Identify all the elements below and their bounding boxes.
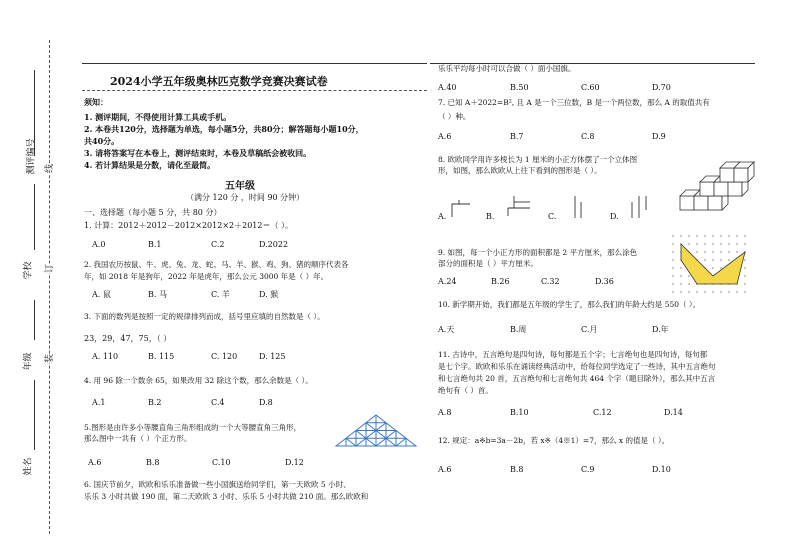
q11-text: 绝句有（ ）首。 [438, 386, 493, 395]
grid-dot [680, 283, 682, 285]
q2-option-b[interactable]: B. 马 [148, 290, 167, 299]
q11-text: 是七个字。欧欧和乐乐在诵读经典活动中，给每位同学选定了一些诗，其中五言绝句 [438, 362, 716, 371]
grid-dot [704, 259, 706, 261]
grid-dot [680, 291, 682, 293]
dot-grid-figure [673, 236, 751, 292]
grid-dot [736, 291, 738, 293]
q2-option-d[interactable]: D. 猴 [259, 290, 279, 299]
header-rule [82, 63, 427, 64]
binding-dashed-line [49, 40, 50, 534]
q8-option-c[interactable]: C. [548, 212, 557, 221]
q12-option-b[interactable]: B.8 [510, 465, 524, 474]
q9-option-a[interactable]: A.24 [438, 277, 457, 286]
section-subtitle: （满分 120 分 ，时间 90 分钟） [186, 193, 305, 202]
grid-dot [704, 251, 706, 253]
grid-dot [688, 243, 690, 245]
grid-dot [672, 291, 674, 293]
q8-text: 形，如图，那么欧欧从上往下看到的图形是（ ）。 [438, 166, 602, 175]
q5-option-a[interactable]: A.6 [88, 458, 102, 467]
grid-dot [712, 267, 714, 269]
grid-dot [712, 235, 714, 237]
q9-option-c[interactable]: C.32 [541, 277, 560, 286]
grid-dot [672, 275, 674, 277]
cube-stack-figure [678, 156, 764, 216]
note-item: 1. 测评期间，不得使用计算工具或手机。 [84, 112, 232, 122]
q6-option-d[interactable]: D.70 [652, 83, 671, 92]
grid-dot [744, 259, 746, 261]
grid-dot [736, 251, 738, 253]
q12-option-d[interactable]: D.10 [652, 465, 671, 474]
q3-sequence: 23，29，47，75，（ ） [84, 334, 172, 343]
q8-option-b-figure [506, 194, 532, 218]
grid-dot [744, 267, 746, 269]
q1-option-a[interactable]: A.0 [92, 240, 106, 249]
binding-zhuang-char: 装 [42, 354, 55, 363]
q9-option-b[interactable]: B.26 [491, 277, 510, 286]
grid-dot [736, 243, 738, 245]
grid-dot [704, 291, 706, 293]
grid-dot [672, 235, 674, 237]
q2-option-a[interactable]: A. 鼠 [92, 290, 111, 299]
q4-option-b[interactable]: B.2 [148, 398, 162, 407]
binding-ding-char: 订 [42, 264, 55, 273]
q6-continued-text: 乐乐平均每小时可以合做（ ）面小国旗。 [438, 64, 576, 73]
grid-dot [704, 243, 706, 245]
grid-dot [704, 235, 706, 237]
page-title: 2024小学五年级奥林匹克数学竞赛决赛试卷 [110, 75, 328, 88]
q3-option-c[interactable]: C. 120 [211, 352, 238, 361]
q8-option-a-figure [450, 198, 472, 218]
grid-dot [696, 291, 698, 293]
grid-dot [688, 275, 690, 277]
grid-dot [720, 267, 722, 269]
q3-option-a[interactable]: A. 110 [92, 352, 119, 361]
exam-number-underline [34, 70, 35, 156]
q8-option-a[interactable]: A. [438, 212, 447, 221]
note-item: 4. 若计算结果是分数，请化至最简。 [84, 160, 216, 170]
notes-heading: 须知： [84, 97, 108, 107]
q11-text: 11. 古诗中，五言绝句是四句诗，每句都是五个字；七言绝句也是四句诗，每句都 [438, 350, 708, 359]
q11-option-a[interactable]: A.8 [438, 408, 452, 417]
note-item: 3. 请将答案写在本卷上，测评结束时，本卷及草稿纸会被收回。 [84, 148, 312, 158]
triangle-grid-figure [336, 415, 416, 447]
q9-text: 部分的面积是（ ）平方厘米。 [438, 259, 538, 268]
note-item: 2. 本卷共120分，选择题为单选，每小题5分，共80分；解答题每小题10分， [84, 124, 364, 134]
q2-text: 年，如 2018 年是狗年，2022 年是虎年，那么公元 3000 年是（ ）年。 [84, 272, 329, 281]
section-title: 五年级 [225, 181, 255, 192]
q8-text: 8. 欧欧同学用许多棱长为 1 厘米的小正方体摆了一个立体图 [438, 155, 638, 164]
grid-dot [736, 235, 738, 237]
q5-text: 那么图中一共有（ ）个正方形。 [84, 434, 192, 443]
grid-dot [744, 235, 746, 237]
q8-option-d-figure [630, 194, 648, 220]
q6-text: 6. 国庆节前夕，欧欧和乐乐准备做一些小国旗送给同学们，第一天欧欧 5 小时、 [84, 480, 351, 489]
grid-dot [712, 259, 714, 261]
q12-option-a[interactable]: A.6 [438, 465, 452, 474]
q12-option-c[interactable]: C.9 [581, 465, 595, 474]
q11-option-c[interactable]: C.12 [593, 408, 612, 417]
grade-underline [34, 300, 35, 340]
q4-option-d[interactable]: D.8 [259, 398, 273, 407]
q2-option-c[interactable]: C. 羊 [211, 290, 230, 299]
q3-option-b[interactable]: B. 115 [148, 352, 175, 361]
grid-dot [720, 251, 722, 253]
grid-dot [688, 291, 690, 293]
q4-option-a[interactable]: A.1 [92, 398, 106, 407]
q10-text: 10. 新学期开始，我们都是五年级的学生了，那么我们的年龄大约是 550（ ）。 [438, 300, 701, 309]
q8-option-c-figure [572, 194, 584, 220]
grade-label: 年级 [23, 352, 34, 371]
grid-dot [744, 283, 746, 285]
grid-dot [680, 275, 682, 277]
q10-option-d[interactable]: D.年 [652, 325, 669, 334]
grid-dot [696, 235, 698, 237]
q10-option-a[interactable]: A.天 [438, 325, 455, 334]
q5-option-c[interactable]: C.10 [212, 458, 231, 467]
q6-text: 乐乐 3 小时共做 190 面，第二天欧欧 3 小时、乐乐 5 小时共做 210 面。那么欧欧和 [84, 492, 369, 501]
q6-option-a[interactable]: A.40 [438, 83, 457, 92]
q12-text: 12. 规定：a※b=3a－2b，若 x※（4※1）=7，那么 x 的值是（ ）。 [438, 436, 670, 445]
title-dashed-rule [82, 90, 427, 91]
name-underline [34, 380, 35, 450]
grid-dot [688, 235, 690, 237]
q11-text: 和七言绝句共 20 首，五言绝句和七言绝句共 464 个字（题目除外），那么其中五言 [438, 374, 716, 383]
q11-option-d[interactable]: D.14 [664, 408, 683, 417]
q2-text: 2. 我国农历按鼠、牛、虎、兔、龙、蛇、马、羊、猴、鸡、狗、猪的顺序代表各 [84, 260, 349, 269]
grid-dot [680, 235, 682, 237]
q10-option-c[interactable]: C.月 [581, 325, 598, 334]
q11-option-b[interactable]: B.10 [510, 408, 529, 417]
grid-dot [696, 243, 698, 245]
school-label: 学校 [23, 261, 34, 280]
grid-dot [672, 251, 674, 253]
grid-dot [720, 235, 722, 237]
grid-dot [712, 291, 714, 293]
q1-option-d[interactable]: D.2022 [259, 240, 289, 249]
grid-dot [672, 283, 674, 285]
q7-option-c[interactable]: C.8 [581, 132, 595, 141]
grid-dot [712, 251, 714, 253]
grid-dot [744, 291, 746, 293]
grid-dot [672, 267, 674, 269]
q6-option-b[interactable]: B.50 [510, 83, 529, 92]
grid-dot [744, 243, 746, 245]
grid-dot [680, 267, 682, 269]
grid-dot [728, 251, 730, 253]
school-underline [34, 184, 35, 250]
part1-title: 一、选择题（每小题 5 分，共 80 分） [84, 208, 222, 217]
binding-line-char: 线 [42, 164, 55, 173]
grid-dot [728, 291, 730, 293]
q7-text: 7. 已知 A＋2022=B², 且 A 是一个三位数，B 是一个两位数，那么 A 的取值共有 [438, 98, 710, 107]
q5-text: 5.图形是由许多小等腰直角三角形组成的一个大等腰直角三角形， [84, 423, 302, 432]
q7-option-b[interactable]: B.7 [510, 132, 524, 141]
q7-option-a[interactable]: A.6 [438, 132, 452, 141]
q9-text: 9. 如图，每一个小正方形的面积都是 2 平方厘米，那么涂色 [438, 248, 638, 257]
q1-option-c[interactable]: C.2 [211, 240, 225, 249]
q6-option-c[interactable]: C.60 [581, 83, 600, 92]
grid-dot [712, 243, 714, 245]
grid-dot [728, 259, 730, 261]
q1-option-b[interactable]: B.1 [148, 240, 162, 249]
q9-option-d[interactable]: D.36 [595, 277, 614, 286]
grid-dot [720, 243, 722, 245]
grid-dot [720, 291, 722, 293]
grid-dot [672, 243, 674, 245]
q1-text: 1. 计算：2012＋2012－2012×2012×2＋2012＝（ ）。 [84, 221, 294, 230]
q4-text: 4. 用 96 除一个数余 65，如果改用 32 除这个数，那么余数是（ ）。 [84, 376, 313, 385]
q8-option-b[interactable]: B. [486, 212, 495, 221]
note-item: 共40分。 [84, 136, 120, 146]
name-label: 姓名 [23, 457, 34, 476]
q3-option-d[interactable]: D. 125 [259, 352, 286, 361]
grid-dot [672, 259, 674, 261]
grid-dot [744, 275, 746, 277]
q7-text: （ ）种。 [438, 112, 471, 121]
grid-dot [688, 283, 690, 285]
grid-dot [728, 243, 730, 245]
exam-number-label: 测评编号 [26, 138, 37, 175]
q5-option-d[interactable]: D.12 [285, 458, 304, 467]
grid-dot [696, 251, 698, 253]
grid-dot [720, 259, 722, 261]
grid-dot [728, 235, 730, 237]
q10-option-b[interactable]: B.周 [510, 325, 527, 334]
q4-option-c[interactable]: C.4 [211, 398, 225, 407]
q5-option-b[interactable]: B.8 [146, 458, 160, 467]
q7-option-d[interactable]: D.9 [652, 132, 666, 141]
q3-text: 3. 下面的数列是按照一定的规律排列而成，括号里应填的自然数是（ ）。 [84, 312, 325, 321]
q8-option-d[interactable]: D. [610, 212, 619, 221]
